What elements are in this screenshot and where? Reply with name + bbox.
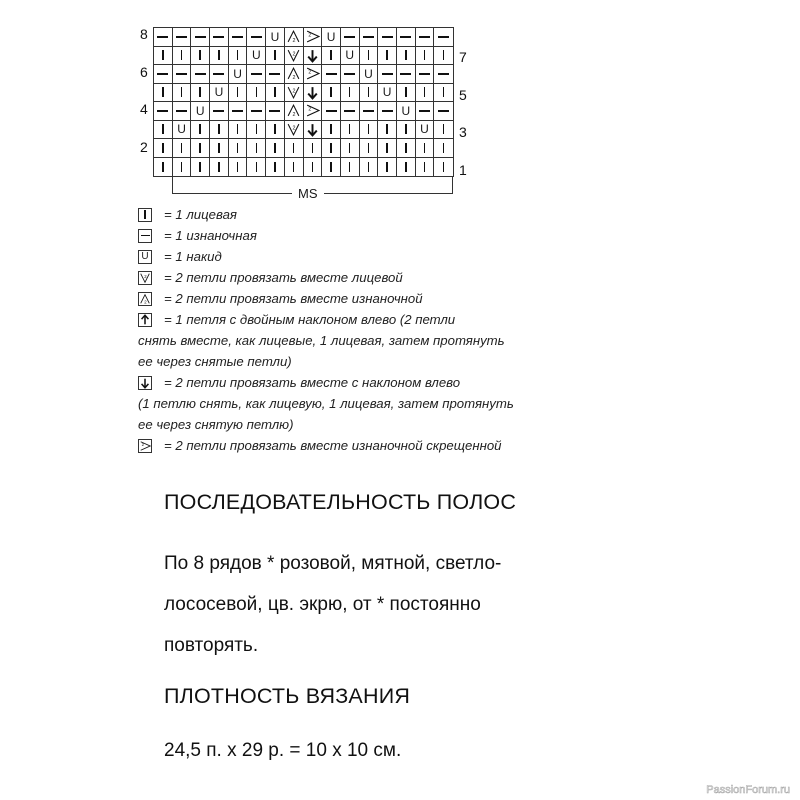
row-label-1: 1	[459, 162, 467, 178]
chart-cell-knit	[173, 47, 192, 66]
right-triangle-2-icon	[305, 29, 320, 44]
svg-text:2: 2	[144, 273, 147, 279]
chart-cell-ssk	[304, 84, 323, 103]
chart-cell-purl	[322, 65, 341, 84]
chart-cell-knit	[322, 139, 341, 158]
u-glyph: U	[233, 66, 242, 81]
chart-cell-knit	[247, 158, 266, 177]
legend-text: = 2 петли провязать вместе с наклоном влево	[164, 375, 461, 390]
chart-cell-knit	[322, 47, 341, 66]
legend-item	[138, 435, 558, 456]
chart-cell-knit	[191, 84, 210, 103]
a2-triangle-icon	[286, 66, 301, 81]
chart-cell-purl	[247, 28, 266, 47]
chart-cell-knit	[154, 139, 173, 158]
chart-cell-knit	[322, 158, 341, 177]
chart-cell-yo	[360, 65, 379, 84]
svg-text:2: 2	[292, 75, 296, 82]
chart-cell-knit	[154, 158, 173, 177]
legend-text-continued: ее через снятые петли)	[138, 354, 292, 369]
chart-cell-yo	[397, 102, 416, 121]
chart-cell-knit	[360, 121, 379, 140]
legend-text-continued: ее через снятую петлю)	[138, 417, 294, 432]
v2-triangle-icon	[286, 122, 301, 137]
chart-cell-yo	[416, 121, 435, 140]
chart-cell-knit	[210, 47, 229, 66]
chart-cell-purl	[416, 102, 435, 121]
right-triangle-2-icon	[305, 66, 320, 81]
u-glyph: U	[177, 122, 186, 137]
chart-cell-purl	[210, 65, 229, 84]
arrow-down-icon	[305, 122, 320, 137]
chart-cell-knit	[247, 139, 266, 158]
chart-cell-knit	[434, 84, 453, 103]
chart-cell-knit	[173, 84, 192, 103]
chart-cell-purl	[341, 65, 360, 84]
chart-cell-purl	[341, 28, 360, 47]
legend-item	[138, 309, 558, 330]
row-label-8: 8	[140, 26, 148, 42]
chart-cell-yo	[378, 84, 397, 103]
chart-cell-purl	[322, 102, 341, 121]
body-line: 24,5 п. х 29 р. = 10 х 10 см.	[164, 740, 402, 761]
chart-cell-purl	[341, 102, 360, 121]
chart-cell-knit	[360, 158, 379, 177]
legend-text: = 2 петли провязать вместе лицевой	[164, 270, 403, 285]
chart-cell-knit	[304, 139, 323, 158]
chart-cell-p2tog-tbl	[304, 28, 323, 47]
row-label-3: 3	[459, 124, 467, 140]
chart-cell-knit	[266, 84, 285, 103]
chart-cell-purl	[154, 65, 173, 84]
chart-cell-yo	[266, 28, 285, 47]
legend-text: = 1 лицевая	[164, 207, 237, 222]
chart-cell-purl	[173, 65, 192, 84]
chart-cell-knit	[341, 84, 360, 103]
svg-text:2: 2	[292, 88, 296, 95]
chart-cell-knit	[322, 121, 341, 140]
chart-cell-knit	[397, 139, 416, 158]
svg-text:2: 2	[292, 51, 296, 58]
v2-triangle-icon	[286, 48, 301, 63]
u-glyph: U	[364, 66, 373, 81]
chart-cell-purl	[434, 65, 453, 84]
legend-text: = 1 накид	[164, 249, 222, 264]
u-icon	[138, 250, 152, 264]
vertical-bar-icon	[138, 208, 152, 222]
chart-cell-yo	[322, 28, 341, 47]
chart-cell-ssk	[304, 121, 323, 140]
body-line: повторять.	[164, 635, 259, 656]
legend-text: = 2 петли провязать вместе изнаночной скрещенной	[164, 438, 502, 453]
chart-cell-knit	[397, 47, 416, 66]
chart-cell-knit	[378, 121, 397, 140]
v2-triangle-icon	[286, 85, 301, 100]
section-body	[164, 543, 624, 666]
chart-cell-yo	[341, 47, 360, 66]
chart-cell-knit	[229, 121, 248, 140]
chart-cell-knit	[191, 158, 210, 177]
right-triangle-2-icon	[305, 103, 320, 118]
a2-triangle-icon	[286, 29, 301, 44]
chart-cell-purl	[360, 28, 379, 47]
chart-cell-purl	[378, 65, 397, 84]
legend-text: = 1 петля с двойным наклоном влево (2 петли	[164, 312, 456, 327]
chart-cell-purl	[229, 102, 248, 121]
chart-cell-p2tog	[285, 102, 304, 121]
legend-text-continued: (1 петлю снять, как лицевую, 1 лицевая, затем протянуть	[138, 396, 514, 411]
chart-cell-knit	[416, 47, 435, 66]
chart-cell-knit	[266, 47, 285, 66]
knitting-chart	[153, 27, 454, 177]
chart-cell-purl	[378, 102, 397, 121]
chart-cell-knit	[434, 158, 453, 177]
svg-text:2: 2	[141, 441, 145, 447]
arrow-down-icon	[305, 85, 320, 100]
chart-cell-purl	[247, 65, 266, 84]
chart-cell-k2tog	[285, 84, 304, 103]
chart-cell-purl	[360, 102, 379, 121]
legend-item	[138, 372, 558, 393]
chart-cell-purl	[210, 102, 229, 121]
chart-cell-knit	[285, 139, 304, 158]
chart-cell-knit	[378, 139, 397, 158]
chart-cell-knit	[210, 139, 229, 158]
svg-text:2: 2	[292, 125, 296, 132]
chart-cell-knit	[341, 139, 360, 158]
chart-cell-knit	[191, 139, 210, 158]
chart-cell-knit	[397, 158, 416, 177]
arrow-down-icon	[138, 376, 152, 390]
chart-cell-knit	[416, 84, 435, 103]
u-glyph: U	[401, 103, 411, 118]
svg-text:2: 2	[308, 106, 312, 113]
chart-cell-purl	[266, 102, 285, 121]
chart-cell-knit	[266, 139, 285, 158]
chart-cell-knit	[322, 84, 341, 103]
right-triangle-2-icon	[138, 439, 152, 453]
legend-item	[138, 246, 558, 267]
chart-cell-yo	[191, 102, 210, 121]
section-heading: ПЛОТНОСТЬ ВЯЗАНИЯ	[164, 684, 411, 708]
section-heading: ПОСЛЕДОВАТЕЛЬНОСТЬ ПОЛОС	[164, 490, 517, 514]
u-glyph: U	[141, 251, 149, 262]
chart-cell-knit	[397, 121, 416, 140]
arrow-up-icon	[138, 313, 152, 327]
chart-cell-purl	[416, 28, 435, 47]
chart-cell-knit	[360, 47, 379, 66]
watermark: PassionForum.ru	[706, 784, 790, 796]
chart-cell-knit	[210, 158, 229, 177]
chart-cell-yo	[173, 121, 192, 140]
svg-text:2: 2	[308, 69, 312, 76]
chart-cell-k2tog	[285, 121, 304, 140]
chart-cell-purl	[397, 28, 416, 47]
chart-cell-yo	[210, 84, 229, 103]
chart-cell-knit	[154, 84, 173, 103]
row-label-6: 6	[140, 64, 148, 80]
chart-cell-knit	[285, 158, 304, 177]
chart-cell-k2tog	[285, 47, 304, 66]
chart-cell-knit	[229, 158, 248, 177]
chart-cell-yo	[247, 47, 266, 66]
legend-text: = 2 петли провязать вместе изнаночной	[164, 291, 423, 306]
chart-cell-purl	[266, 65, 285, 84]
u-glyph: U	[345, 48, 355, 63]
chart-cell-purl	[210, 28, 229, 47]
legend-item	[138, 225, 558, 246]
legend-text-continued: снять вместе, как лицевые, 1 лицевая, затем протянуть	[138, 333, 505, 348]
chart-cell-purl	[191, 65, 210, 84]
chart-cell-knit	[341, 121, 360, 140]
chart-cell-knit	[229, 84, 248, 103]
v2-triangle-icon	[138, 271, 152, 285]
chart-cell-knit	[154, 47, 173, 66]
row-label-7: 7	[459, 49, 467, 65]
chart-cell-knit	[434, 121, 453, 140]
chart-cell-knit	[247, 84, 266, 103]
chart-cell-purl	[434, 102, 453, 121]
chart-cell-knit	[341, 158, 360, 177]
chart-cell-knit	[229, 139, 248, 158]
svg-text:2: 2	[292, 38, 296, 45]
chart-cell-knit	[434, 139, 453, 158]
chart-cell-p2tog	[285, 65, 304, 84]
svg-text:2: 2	[144, 298, 147, 304]
chart-cell-purl	[191, 28, 210, 47]
chart-cell-purl	[397, 65, 416, 84]
chart-cell-knit	[154, 121, 173, 140]
chart-cell-knit	[416, 139, 435, 158]
chart-cell-knit	[191, 121, 210, 140]
chart-cell-ssk	[304, 47, 323, 66]
row-label-2: 2	[140, 139, 148, 155]
chart-cell-purl	[154, 102, 173, 121]
u-glyph: U	[195, 103, 205, 118]
chart-cell-knit	[229, 47, 248, 66]
svg-text:2: 2	[308, 32, 312, 39]
chart-cell-knit	[378, 158, 397, 177]
row-label-4: 4	[140, 101, 148, 117]
ms-label: MS	[292, 186, 324, 201]
legend-item	[138, 204, 558, 225]
chart-cell-purl	[173, 28, 192, 47]
u-glyph: U	[382, 85, 392, 100]
chart-cell-knit	[304, 158, 323, 177]
chart-cell-purl	[247, 102, 266, 121]
section-body	[164, 730, 624, 771]
u-glyph: U	[420, 122, 429, 137]
chart-cell-knit	[173, 139, 192, 158]
chart-cell-knit	[416, 158, 435, 177]
legend-item	[138, 267, 558, 288]
chart-cell-knit	[191, 47, 210, 66]
chart-cell-knit	[173, 158, 192, 177]
svg-text:2: 2	[292, 112, 296, 119]
a2-triangle-icon	[286, 103, 301, 118]
u-glyph: U	[251, 48, 261, 63]
chart-cell-knit	[210, 121, 229, 140]
chart-cell-knit	[360, 139, 379, 158]
chart-cell-knit	[378, 47, 397, 66]
legend-text: = 1 изнаночная	[164, 228, 257, 243]
chart-cell-purl	[434, 28, 453, 47]
symbol-legend	[138, 204, 558, 456]
chart-cell-p2tog-tbl	[304, 65, 323, 84]
u-glyph: U	[326, 29, 336, 44]
chart-cell-knit	[397, 84, 416, 103]
chart-cell-knit	[360, 84, 379, 103]
chart-cell-p2tog	[285, 28, 304, 47]
chart-cell-p2tog-tbl	[304, 102, 323, 121]
arrow-down-icon	[305, 48, 320, 63]
chart-cell-purl	[229, 28, 248, 47]
chart-cell-purl	[154, 28, 173, 47]
row-label-5: 5	[459, 87, 467, 103]
chart-cell-purl	[416, 65, 435, 84]
chart-cell-purl	[173, 102, 192, 121]
chart-cell-purl	[378, 28, 397, 47]
a2-triangle-icon	[138, 292, 152, 306]
legend-item	[138, 288, 558, 309]
horizontal-bar-icon	[138, 229, 152, 243]
body-line: лососевой, цв. экрю, от * постоянно	[164, 594, 481, 615]
u-glyph: U	[270, 29, 280, 44]
body-line: По 8 рядов * розовой, мятной, светло-	[164, 553, 502, 574]
chart-cell-knit	[266, 121, 285, 140]
u-glyph: U	[214, 85, 224, 100]
chart-cell-knit	[434, 47, 453, 66]
chart-cell-yo	[229, 65, 248, 84]
chart-cell-knit	[247, 121, 266, 140]
chart-cell-knit	[266, 158, 285, 177]
